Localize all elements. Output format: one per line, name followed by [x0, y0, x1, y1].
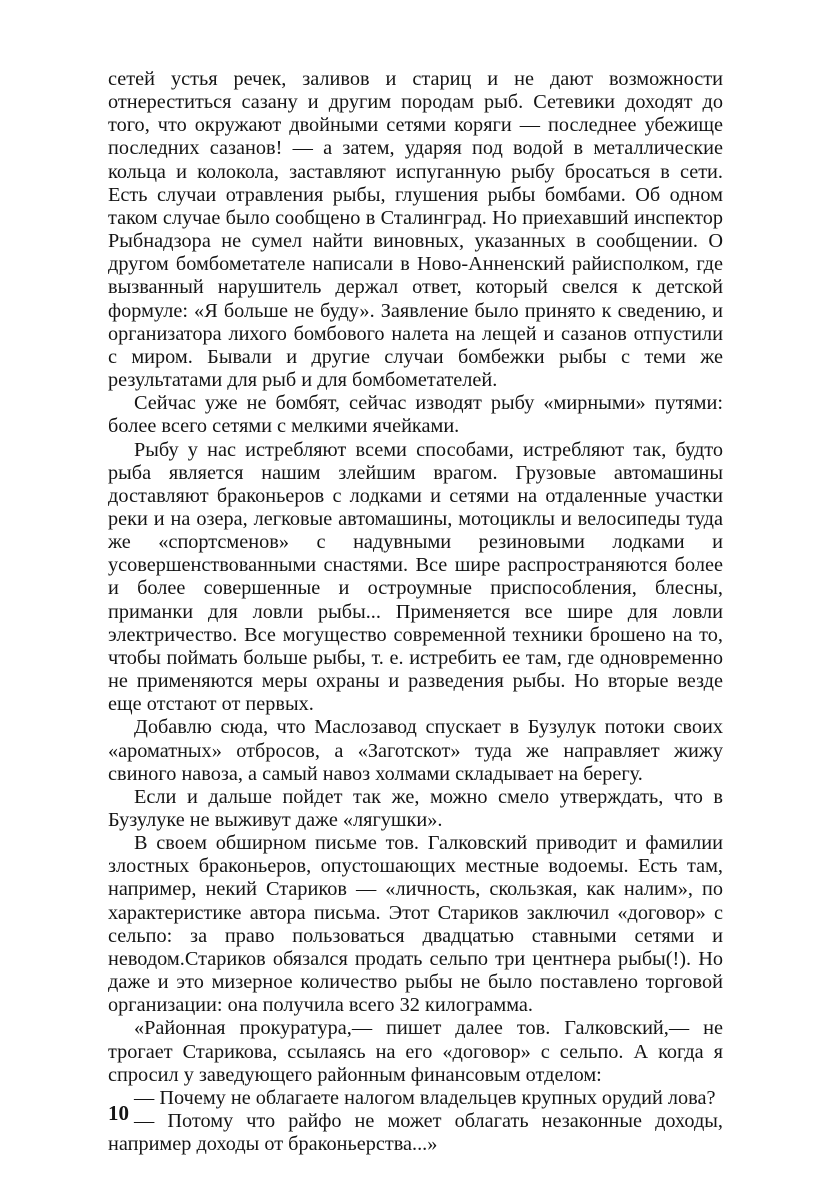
- paragraph-1: сетей устья речек, заливов и стариц и не дают возможности отнереститься сазану и другим породам рыб. Сетевики доходят до того, что окружают двойными сетями коряги — последнее убежище последних сазанов! — а затем, ударяя под водой в металлические кольца и колокола, заставляют испуганную рыбу бросаться в сети. Есть случаи отравления рыбы, глушения рыбы бомбами. Об одном таком случае было сообщено в Сталинград. Но приехавший инспектор Рыбнадзора не сумел найти виновных, указанных в сообщении. О другом бомбометателе написали в Ново-Анненский райисполком, где вызванный нарушитель держал ответ, который свелся к детской формуле: «Я больше не буду». Заявление было принято к сведению, и организатора лихого бомбового налета на лещей и сазанов отпустили с миром. Бывали и другие случаи бомбежки рыбы с теми же результатами для рыб и для бомбометателей.: [108, 68, 723, 392]
- page-number: 10: [108, 1101, 129, 1125]
- paragraph-2: Сейчас уже не бомбят, сейчас изводят рыбу «мирными» путями: более всего сетями с мелкими ячейками.: [108, 392, 723, 438]
- paragraph-9: — Потому что райфо не может облагать незаконные доходы, например доходы от браконьерства...»: [108, 1110, 723, 1156]
- paragraph-7: «Районная прокуратура,— пишет далее тов. Галковский,— не трогает Старикова, ссылаясь на его «договор» с сельпо. А когда я спросил у заведующего районным финансовым отделом:: [108, 1017, 723, 1086]
- paragraph-4: Добавлю сюда, что Маслозавод спускает в Бузулук потоки своих «ароматных» отбросов, а «Заготскот» туда же направляет жижу свиного навоза, а самый навоз холмами складывает на берегу.: [108, 716, 723, 785]
- paragraph-3: Рыбу у нас истребляют всеми способами, истребляют так, будто рыба является нашим злейшим врагом. Грузовые автомашины доставляют браконьеров с лодками и сетями на отдаленные участки реки и на озера, легковые автомашины, мотоциклы и велосипеды туда же «спортсменов» с надувными резиновыми лодками и усовершенствованными снастями. Все шире распространяются более и более совершенные и остроумные приспособления, блесны, приманки для ловли рыбы... Применяется все шире для ловли электричество. Все могущество современной техники брошено на то, чтобы поймать больше рыбы, т. е. истребить ее там, где одновременно не применяются меры охраны и разведения рыбы. Но вторые везде еще отстают от первых.: [108, 438, 723, 716]
- paragraph-5: Если и дальше пойдет так же, можно смело утверждать, что в Бузулуке не выживут даже «лягушки».: [108, 785, 723, 831]
- book-page-text: [108, 68, 723, 1156]
- paragraph-8: — Почему не облагаете налогом владельцев крупных орудий лова?: [134, 1086, 716, 1109]
- paragraph-6: В своем обширном письме тов. Галковский приводит и фамилии злостных браконьеров, опустошающих местные водоемы. Есть там, например, некий Стариков — «личность, скользкая, как налим», по характеристике автора письма. Этот Стариков заключил «договор» с сельпо: за право пользоваться двадцатью ставными сетями и неводом.Стариков обязался продать сельпо три центнера рыбы(!). Но даже и это мизерное количество рыбы не было поставлено торговой организации: она получила всего 32 килограмма.: [108, 832, 723, 1017]
